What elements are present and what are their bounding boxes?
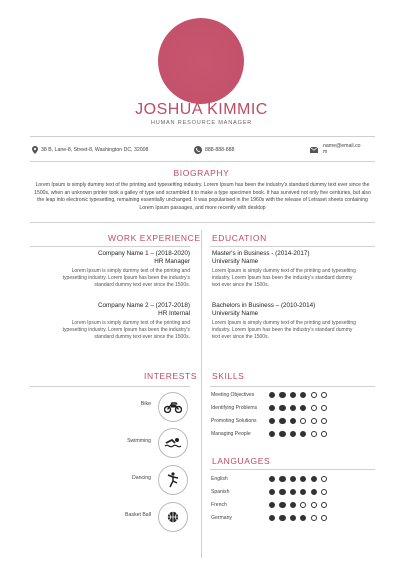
rating-dot-empty xyxy=(321,502,327,508)
email-text[interactable]: name@email.co xyxy=(323,143,361,149)
rating-dot-filled xyxy=(290,392,296,398)
experience-description: Lorem Ipsum is simply dummy text of the printing and typesetting industry. Lorem Ipsum has been the industry's standard dummy text ever since the 1500s. xyxy=(62,268,190,288)
skill-label: Identifying Problems xyxy=(211,405,258,411)
language-rating xyxy=(269,515,327,521)
rating-dot-filled xyxy=(300,405,306,411)
interest-label: Basket Ball xyxy=(125,512,151,518)
experience-position: HR Internal xyxy=(158,310,190,317)
interest-label: Bike xyxy=(140,401,151,407)
rating-dot-empty xyxy=(321,418,327,424)
language-label: Spanish xyxy=(211,489,230,495)
rating-dot-filled xyxy=(290,515,296,521)
experience-description: Lorem Ipsum is simply dummy text of the printing and typesetting industry. Lorem Ipsum has been the industry's standard dummy text ever since the 1500s. xyxy=(62,320,190,340)
divider xyxy=(210,246,375,247)
skill-label: Meeting Objectives xyxy=(211,392,255,398)
work-experience-title: WORK EXPERIENCE xyxy=(108,233,201,243)
skill-rating xyxy=(269,431,327,437)
basketball-icon xyxy=(167,511,179,523)
language-label: English xyxy=(211,476,228,482)
experience-heading: Company Name 1 – (2018-2020) xyxy=(97,250,190,257)
skills-title: SKILLS xyxy=(212,371,245,381)
rating-dot-filled xyxy=(311,476,317,482)
divider xyxy=(210,386,375,387)
education-heading: Bachelors in Business – (2010-2014) xyxy=(212,302,316,309)
interest-icon-circle xyxy=(158,465,188,495)
interest-label: Swimming xyxy=(127,438,151,444)
rating-dot-empty xyxy=(300,418,306,424)
skill-rating xyxy=(269,392,327,398)
rating-dot-empty xyxy=(311,502,317,508)
education-heading: Master's in Business - (2014-2017) xyxy=(212,250,310,257)
rating-dot-filled xyxy=(300,489,306,495)
divider xyxy=(30,222,375,223)
interest-label: Dancing xyxy=(131,475,151,481)
experience-position: HR Manager xyxy=(154,258,190,265)
rating-dot-filled xyxy=(311,489,317,495)
rating-dot-filled xyxy=(269,476,275,482)
rating-dot-filled xyxy=(269,515,275,521)
rating-dot-filled xyxy=(290,489,296,495)
divider xyxy=(210,469,375,470)
rating-dot-filled xyxy=(279,489,285,495)
interests-title: INTERESTS xyxy=(144,371,198,381)
rating-dot-filled xyxy=(269,392,275,398)
education-description: Lorem Ipsum is simply dummy text of the printing and typesetting industry. Lorem Ipsum has been the industry's standard dummy text ever since the 1500s. xyxy=(212,268,356,288)
interest-icon-circle xyxy=(158,392,188,422)
skill-label: Promoting Solutions xyxy=(211,418,257,424)
rating-dot-filled xyxy=(269,418,275,424)
rating-dot-filled xyxy=(279,405,285,411)
education-title: EDUCATION xyxy=(212,233,267,243)
motorbike-icon xyxy=(164,401,182,413)
divider xyxy=(30,161,375,162)
rating-dot-empty xyxy=(321,405,327,411)
rating-dot-empty xyxy=(311,405,317,411)
experience-heading: Company Name 2 – (2017-2018) xyxy=(97,302,190,309)
dancer-icon xyxy=(166,472,180,488)
rating-dot-filled xyxy=(290,476,296,482)
skill-rating xyxy=(269,405,327,411)
rating-dot-filled xyxy=(269,431,275,437)
biography-text: Lorem Ipsum is simply dummy text of the printing and typesetting industry. Lorem Ipsum has been the industry's standard dummy text ever since the 1500s, when an unknown printer took a galley of type and scrambled it to make a type specimen book. It has survived not only five centuries, but also the leap into electronic typesetting, remaining essentially unchanged. It was popularised in the 1960s with the release of Letraset sheets containing Lorem Ipsum passages, and more recently with desktop xyxy=(34,182,371,211)
rating-dot-filled xyxy=(279,502,285,508)
swimmer-icon xyxy=(164,437,182,449)
language-rating xyxy=(269,476,327,482)
rating-dot-empty xyxy=(300,502,306,508)
skill-label: Managing People xyxy=(211,431,251,437)
education-school: University Name xyxy=(212,310,259,317)
rating-dot-empty xyxy=(311,431,317,437)
rating-dot-empty xyxy=(311,392,317,398)
rating-dot-filled xyxy=(279,418,285,424)
location-pin-icon xyxy=(32,146,38,154)
rating-dot-filled xyxy=(300,431,306,437)
rating-dot-filled xyxy=(279,431,285,437)
rating-dot-empty xyxy=(311,418,317,424)
rating-dot-empty xyxy=(321,476,327,482)
divider xyxy=(30,246,190,247)
profile-photo xyxy=(158,18,244,104)
rating-dot-empty xyxy=(321,489,327,495)
rating-dot-filled xyxy=(300,515,306,521)
contact-address xyxy=(32,146,148,154)
rating-dot-filled xyxy=(290,418,296,424)
rating-dot-filled xyxy=(279,476,285,482)
rating-dot-filled xyxy=(290,405,296,411)
language-label: French xyxy=(211,502,227,508)
rating-dot-filled xyxy=(279,515,285,521)
language-rating xyxy=(269,489,327,495)
skill-rating xyxy=(269,418,327,424)
education-school: University Name xyxy=(212,258,259,265)
address-text: 38 B, Lane-8, Street-8, Washington DC, 32008 xyxy=(41,147,149,153)
interest-icon-circle xyxy=(158,428,188,458)
rating-dot-filled xyxy=(300,392,306,398)
rating-dot-empty xyxy=(311,515,317,521)
contact-phone xyxy=(194,146,234,154)
rating-dot-filled xyxy=(269,405,275,411)
education-description: Lorem Ipsum is simply dummy text of the printing and typesetting industry. Lorem Ipsum has been the industry's standard dummy text ever since the 1500s. xyxy=(212,320,356,340)
languages-title: LANGUAGES xyxy=(212,456,271,466)
language-label: Germany xyxy=(211,515,232,521)
contact-email xyxy=(310,144,361,155)
column-divider xyxy=(201,230,202,558)
rating-dot-empty xyxy=(321,515,327,521)
candidate-name: JOSHUA KIMMIC xyxy=(135,101,268,118)
rating-dot-empty xyxy=(321,431,327,437)
rating-dot-filled xyxy=(279,392,285,398)
rating-dot-filled xyxy=(290,502,296,508)
interest-icon-circle xyxy=(158,502,188,532)
rating-dot-filled xyxy=(269,489,275,495)
phone-icon xyxy=(194,146,202,154)
divider xyxy=(30,386,190,387)
phone-text: 888-888-888 xyxy=(205,147,235,153)
rating-dot-filled xyxy=(269,502,275,508)
job-title: HUMAN RESOURCE MANAGER xyxy=(150,120,253,126)
email-icon xyxy=(310,147,318,153)
rating-dot-filled xyxy=(300,476,306,482)
rating-dot-filled xyxy=(290,431,296,437)
rating-dot-empty xyxy=(321,392,327,398)
biography-title: BIOGRAPHY xyxy=(173,168,230,178)
divider xyxy=(30,136,375,137)
language-rating xyxy=(269,502,327,508)
email-text-wrap: m xyxy=(323,148,328,155)
